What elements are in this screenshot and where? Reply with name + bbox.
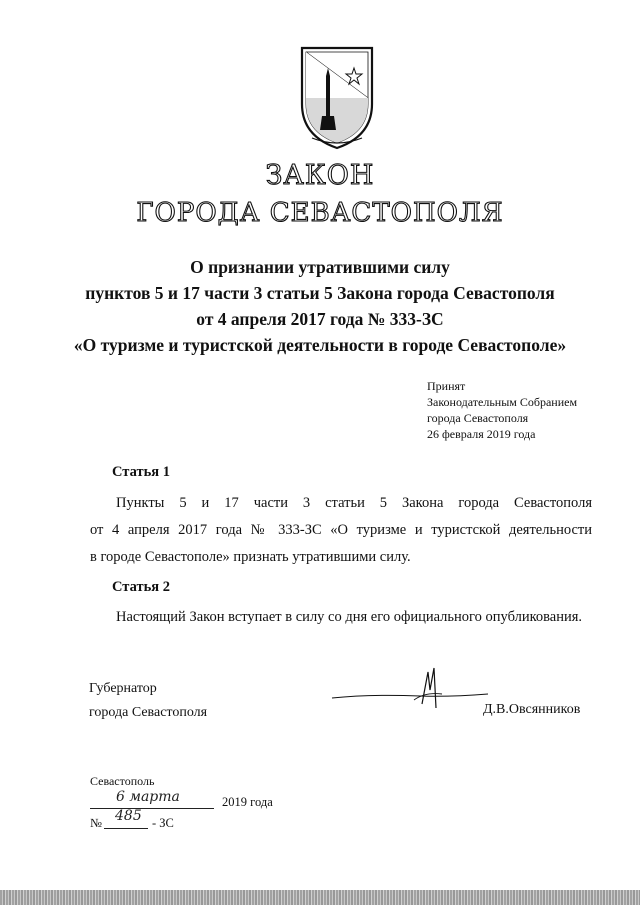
adoption-date: 26 февраля 2019 года xyxy=(427,427,536,441)
scan-border-artifact xyxy=(0,890,640,905)
subtitle-line: О признании утратившими силу xyxy=(190,257,450,277)
subtitle-line: от 4 апреля 2017 года № 333-ЗС xyxy=(196,309,444,329)
handwritten-law-number: 485 xyxy=(115,808,142,824)
document-type-title: ЗАКОН xyxy=(265,160,375,191)
article-1-heading: Статья 1 xyxy=(112,464,170,480)
sevastopol-coat-of-arms-icon xyxy=(296,44,378,152)
governor-title: города Севастополя xyxy=(89,705,208,720)
adoption-note xyxy=(427,378,577,442)
subtitle-line: «О туризме и туристской деятельности в городе Севастополе» xyxy=(73,335,567,355)
article-2-heading: Статья 2 xyxy=(112,579,170,595)
handwritten-signature xyxy=(330,664,490,714)
adoption-note-line: Законодательным Собранием xyxy=(427,395,578,409)
article-1-text: Пункты 5 и 17 части 3 статьи 5 Закона города Севастополя xyxy=(116,495,592,511)
governor-name: Д.В.Овсянников xyxy=(483,702,581,717)
handwritten-date: 6 марта xyxy=(116,789,180,805)
article-2-text: Настоящий Закон вступает в силу со дня его официального опубликования. xyxy=(116,609,583,625)
law-number-suffix: - ЗС xyxy=(152,816,174,830)
law-number-prefix: № xyxy=(90,816,102,830)
article-1-text: в городе Севастополе» признать утратившими силу. xyxy=(90,549,411,565)
adoption-note-line: Принят xyxy=(427,379,466,393)
subtitle-line: пунктов 5 и 17 части 3 статьи 5 Закона города Севастополя xyxy=(85,283,555,303)
article-1-text: от 4 апреля 2017 года № 333-ЗС «О туризме и туристской деятельности xyxy=(90,522,592,538)
governor-title: Губернатор xyxy=(89,681,157,696)
issuer-title: ГОРОДА СЕВАСТОПОЛЯ xyxy=(136,198,504,228)
signing-year: 2019 года xyxy=(222,795,273,809)
adoption-note-line: города Севастополя xyxy=(427,411,529,425)
place-of-signing: Севастополь xyxy=(90,774,155,788)
